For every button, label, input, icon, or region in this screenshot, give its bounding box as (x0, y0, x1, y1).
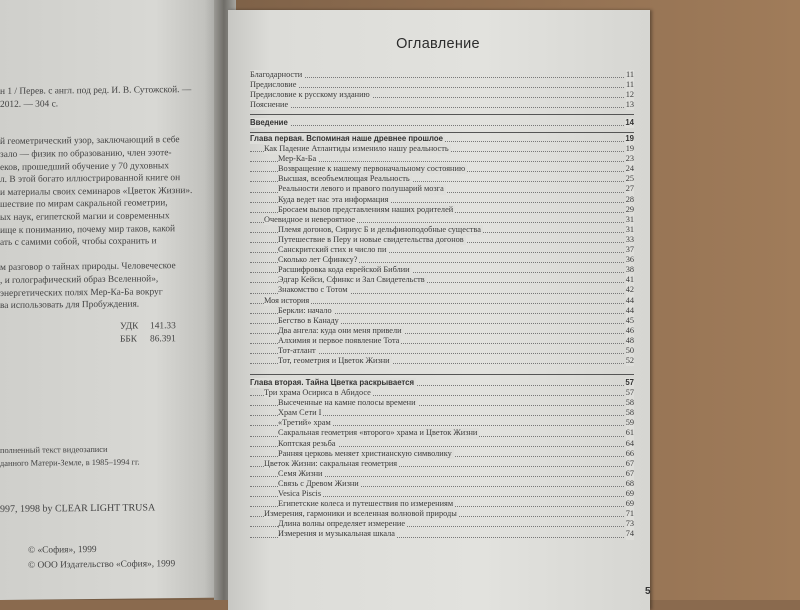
toc-entry (250, 326, 634, 336)
toc-entry (250, 509, 634, 519)
left-page (0, 0, 222, 600)
toc-entry-page: 58 (625, 398, 634, 408)
toc-entry-label: Реальности левого и правого полушарий мозга (278, 184, 444, 194)
toc-entry-page: 23 (625, 154, 634, 164)
toc-entry-page: 37 (625, 245, 634, 255)
toc-entry-page: 42 (625, 285, 634, 295)
toc-entry (250, 499, 634, 509)
toc-entry-page: 69 (625, 499, 634, 509)
toc-entry (250, 519, 634, 529)
toc-entry-page: 24 (625, 164, 634, 174)
toc-entry (250, 265, 634, 275)
toc-entry-label: Измерения и музыкальная шкала (278, 529, 395, 539)
toc-entry-page: 41 (625, 275, 634, 285)
toc-divider (250, 132, 634, 133)
toc-entry (250, 479, 634, 489)
toc-entry-page: 38 (625, 265, 634, 275)
toc-divider (250, 374, 634, 375)
toc-entry-label: Vesica Piscis (278, 489, 322, 499)
toc-entry (250, 489, 634, 499)
toc-entry (250, 449, 634, 459)
toc-entry-label: Куда ведет нас эта информация (278, 194, 389, 204)
toc-entry-label: Расшифровка кода еврейской Библии (278, 265, 410, 275)
toc-entry (250, 164, 634, 174)
toc-entry-page: 50 (625, 345, 634, 355)
toc-entry-page: 69 (625, 489, 634, 499)
toc-entry-label: Измерения, гармоники и вселенная волновой природы (264, 509, 457, 519)
note-line-2: данного Матери-Земле, в 1985–1994 гг. (0, 457, 140, 468)
toc-entry-label: Сколько лет Сфинксу? (278, 255, 358, 265)
toc-entry (250, 174, 634, 184)
note-line-1: полненный текст видеозаписи (0, 444, 108, 455)
toc-entry-page: 25 (625, 174, 634, 184)
toc-entry-label: Связь с Древом Жизни (278, 478, 359, 488)
toc-entry-label: Бегство в Канаду (278, 315, 339, 325)
toc-entry-page: 68 (625, 478, 634, 488)
toc-entry-page: 11 (626, 80, 634, 90)
toc-entry-page: 11 (626, 70, 634, 79)
toc-entry-label: Алхимия и первое появление Тота (278, 335, 400, 345)
toc-entry-page: 67 (625, 468, 634, 478)
toc-entry-label: Возвращение к нашему первоначальному состоянию (278, 164, 466, 174)
toc-entry (250, 255, 634, 265)
toc-entry-page: 27 (625, 184, 634, 194)
toc-entry-label: Храм Сети I (278, 408, 322, 418)
toc-entry (250, 285, 634, 295)
toc-entry-label: Очевидное и невероятное (264, 214, 356, 224)
toc-entry (250, 90, 634, 100)
toc-entry (250, 225, 634, 235)
toc-entry (250, 418, 634, 428)
toc-entry-page: 19 (625, 134, 634, 143)
toc-entry-label: Эдгар Кейси, Сфинкс и Зал Свидетельств (278, 275, 425, 285)
toc-entry-page: 71 (625, 509, 634, 519)
toc-chapter-heading (250, 378, 634, 388)
toc-entry-page: 66 (625, 448, 634, 458)
left-text-line: еков, прошедший обучение у 70 духовных (0, 160, 169, 173)
toc-entry-page: 61 (625, 428, 634, 438)
copyright-en: 997, 1998 by CLEAR LIGHT TRUSA (0, 502, 156, 515)
toc-entry-label: Бросаем вызов представлениям наших родителей (278, 204, 454, 214)
page-number: 5 (645, 586, 651, 597)
left-text-line: и материалы своих семинаров «Цветок Жизни». (0, 185, 193, 198)
toc-entry-page: 64 (625, 438, 634, 448)
left-text-line: л. В этой богато иллюстрированной книге он (0, 173, 181, 186)
toc-entry-label: Предисловие к русскому изданию (250, 90, 370, 100)
toc-entry-label: Пояснение (250, 100, 289, 110)
toc-entry-label: Три храма Осириса в Абидосе (264, 388, 371, 398)
toc-entry (250, 459, 634, 469)
toc-entry-label: Беркли: начало (278, 305, 332, 315)
toc-entry (250, 100, 634, 110)
toc-entry (250, 439, 634, 449)
toc-entry-page: 74 (625, 529, 634, 539)
toc-entry-page: 33 (625, 234, 634, 244)
toc-entry (250, 398, 634, 408)
toc-entry-page: 44 (625, 295, 634, 305)
toc-leader-dots (250, 77, 624, 78)
bbk-value: 86.391 (150, 334, 176, 345)
toc-entry-page: 13 (625, 100, 634, 110)
toc-entry-label: Высеченные на камне полосы времени (278, 398, 416, 408)
toc-title: Оглавление (396, 36, 480, 52)
toc-entry-label: Путешествие в Перу и новые свидетельства догонов (278, 234, 464, 244)
toc-entry-page: 19 (625, 144, 634, 154)
toc-entry-page: 31 (625, 224, 634, 234)
copyright-ru-2: © ООО Издательство «София», 1999 (28, 559, 176, 571)
toc-entry-label: Египетские колеса и путешествия по измерениям (278, 499, 454, 509)
left-text-line: ать с самими собой, чтобы сохранить и (0, 236, 157, 249)
toc-entry (250, 215, 634, 225)
toc-entry (250, 195, 634, 205)
toc-entry-page: 57 (625, 388, 634, 398)
toc-entry-label: Тот, геометрия и Цветок Жизни (278, 356, 390, 366)
toc-entry-page: 14 (625, 118, 634, 127)
toc-entry (250, 428, 634, 438)
toc-entry-label: Тот-атлант (278, 345, 316, 355)
toc-entry-page: 44 (625, 305, 634, 315)
toc-entry (250, 70, 634, 80)
toc-entry (250, 346, 634, 356)
toc-entry-page: 73 (625, 519, 634, 529)
toc-entry (250, 184, 634, 194)
left-text-line: й геометрический узор, заключающий в себе (0, 135, 180, 148)
toc-entry-label: Глава вторая. Тайна Цветка раскрывается (250, 378, 415, 387)
toc-entry (250, 408, 634, 418)
toc-entry-page: 12 (625, 90, 634, 100)
toc-entry (250, 336, 634, 346)
toc-entry-page: 31 (625, 214, 634, 224)
toc-entry-page: 45 (625, 315, 634, 325)
copyright-ru-1: © «София», 1999 (28, 544, 97, 556)
toc-entry-label: Цветок Жизни: сакральная геометрия (264, 458, 398, 468)
toc-leader-dots (250, 125, 624, 126)
toc-entry-label: Благодарности (250, 70, 303, 79)
left-text-line: 2012. — 304 с. (0, 98, 59, 110)
toc-entry-page: 67 (625, 458, 634, 468)
toc-entry (250, 154, 634, 164)
toc-entry-label: Высшая, всеобъемлющая Реальность (278, 174, 410, 184)
left-text-line: , и голографический образ Вселенной», (0, 274, 159, 286)
toc-entry-label: Предисловие (250, 80, 297, 90)
right-page (228, 10, 650, 610)
toc-entry (250, 469, 634, 479)
toc-entry (250, 316, 634, 326)
toc-entry-label: Семя Жизни (278, 468, 323, 478)
toc-entry-label: Два ангела: куда они меня привели (278, 325, 402, 335)
toc-entry-page: 28 (625, 194, 634, 204)
toc-entry (250, 118, 634, 128)
toc-entry-label: Введение (250, 118, 288, 127)
toc-entry (250, 80, 634, 90)
toc-chapter-heading (250, 134, 634, 144)
toc-entry-label: Знакомство с Тотом (278, 285, 348, 295)
toc-entry-page: 58 (625, 408, 634, 418)
toc-entry-page: 46 (625, 325, 634, 335)
toc-entry (250, 356, 634, 366)
toc-entry-label: Сакральная геометрия «второго» храма и Цветок Жизни (278, 428, 478, 438)
toc-entry-label: Санскритский стих и число пи (278, 245, 387, 255)
toc-entry (250, 245, 634, 255)
toc-entry-page: 48 (625, 335, 634, 345)
toc-divider (250, 114, 634, 115)
toc-entry (250, 306, 634, 316)
toc-entry (250, 205, 634, 215)
toc-chapter-2 (250, 378, 634, 540)
toc-entry (250, 296, 634, 306)
left-text-line: ище к пониманию, почему мир таков, какой (0, 223, 176, 236)
udk-value: 141.33 (150, 321, 176, 332)
left-text-line: м разговор о тайнах природы. Человеческое (0, 261, 176, 274)
toc-entry (250, 275, 634, 285)
left-text-line: шествие по мирам сакральной геометрии, (0, 198, 168, 211)
udk-label: УДК (120, 321, 139, 332)
toc-entry-label: Моя история (264, 295, 310, 305)
toc-entry (250, 388, 634, 398)
toc-entry-page: 59 (625, 418, 634, 428)
toc-leader-dots (250, 87, 624, 88)
toc-entry-label: Глава первая. Вспоминая наше древнее прошлое (250, 134, 444, 143)
toc-intro (250, 118, 634, 128)
left-text-line: энергетических полях Мер-Ка-Ба вокруг (0, 286, 163, 299)
toc-chapter-1 (250, 134, 634, 366)
left-text-line: ва использовать для Пробуждения. (0, 299, 140, 312)
toc-front-matter (250, 70, 634, 110)
toc-entry (250, 144, 634, 154)
toc-entry-label: Коптская резьба (278, 438, 336, 448)
toc-entry-label: Длина волны определяет измерение (278, 519, 406, 529)
toc-entry-page: 36 (625, 255, 634, 265)
toc-entry-page: 52 (625, 356, 634, 366)
toc-entry (250, 529, 634, 539)
left-text-line: н 1 / Перев. с англ. под ред. И. В. Сутожской. — (0, 84, 192, 97)
toc-entry-label: Мер-Ка-Ба (278, 154, 317, 164)
toc-entry-page: 57 (625, 378, 634, 387)
toc-entry-label: Ранняя церковь меняет христианскую символику (278, 448, 452, 458)
toc-entry-label: Как Падение Атлантиды изменило нашу реальность (264, 144, 449, 154)
left-text-line: ых наук, египетской магии и современных (0, 211, 170, 223)
toc-entry-page: 29 (625, 204, 634, 214)
bbk-label: ББК (120, 334, 138, 345)
left-text-line: зало — физик по образованию, член эзоте- (0, 148, 172, 160)
toc-entry-label: «Третий» храм (278, 418, 331, 428)
toc-leader-dots (250, 107, 624, 108)
toc-entry-label: Племя догонов, Сириус Б и дельфиноподобные существа (278, 224, 481, 234)
toc-entry (250, 235, 634, 245)
